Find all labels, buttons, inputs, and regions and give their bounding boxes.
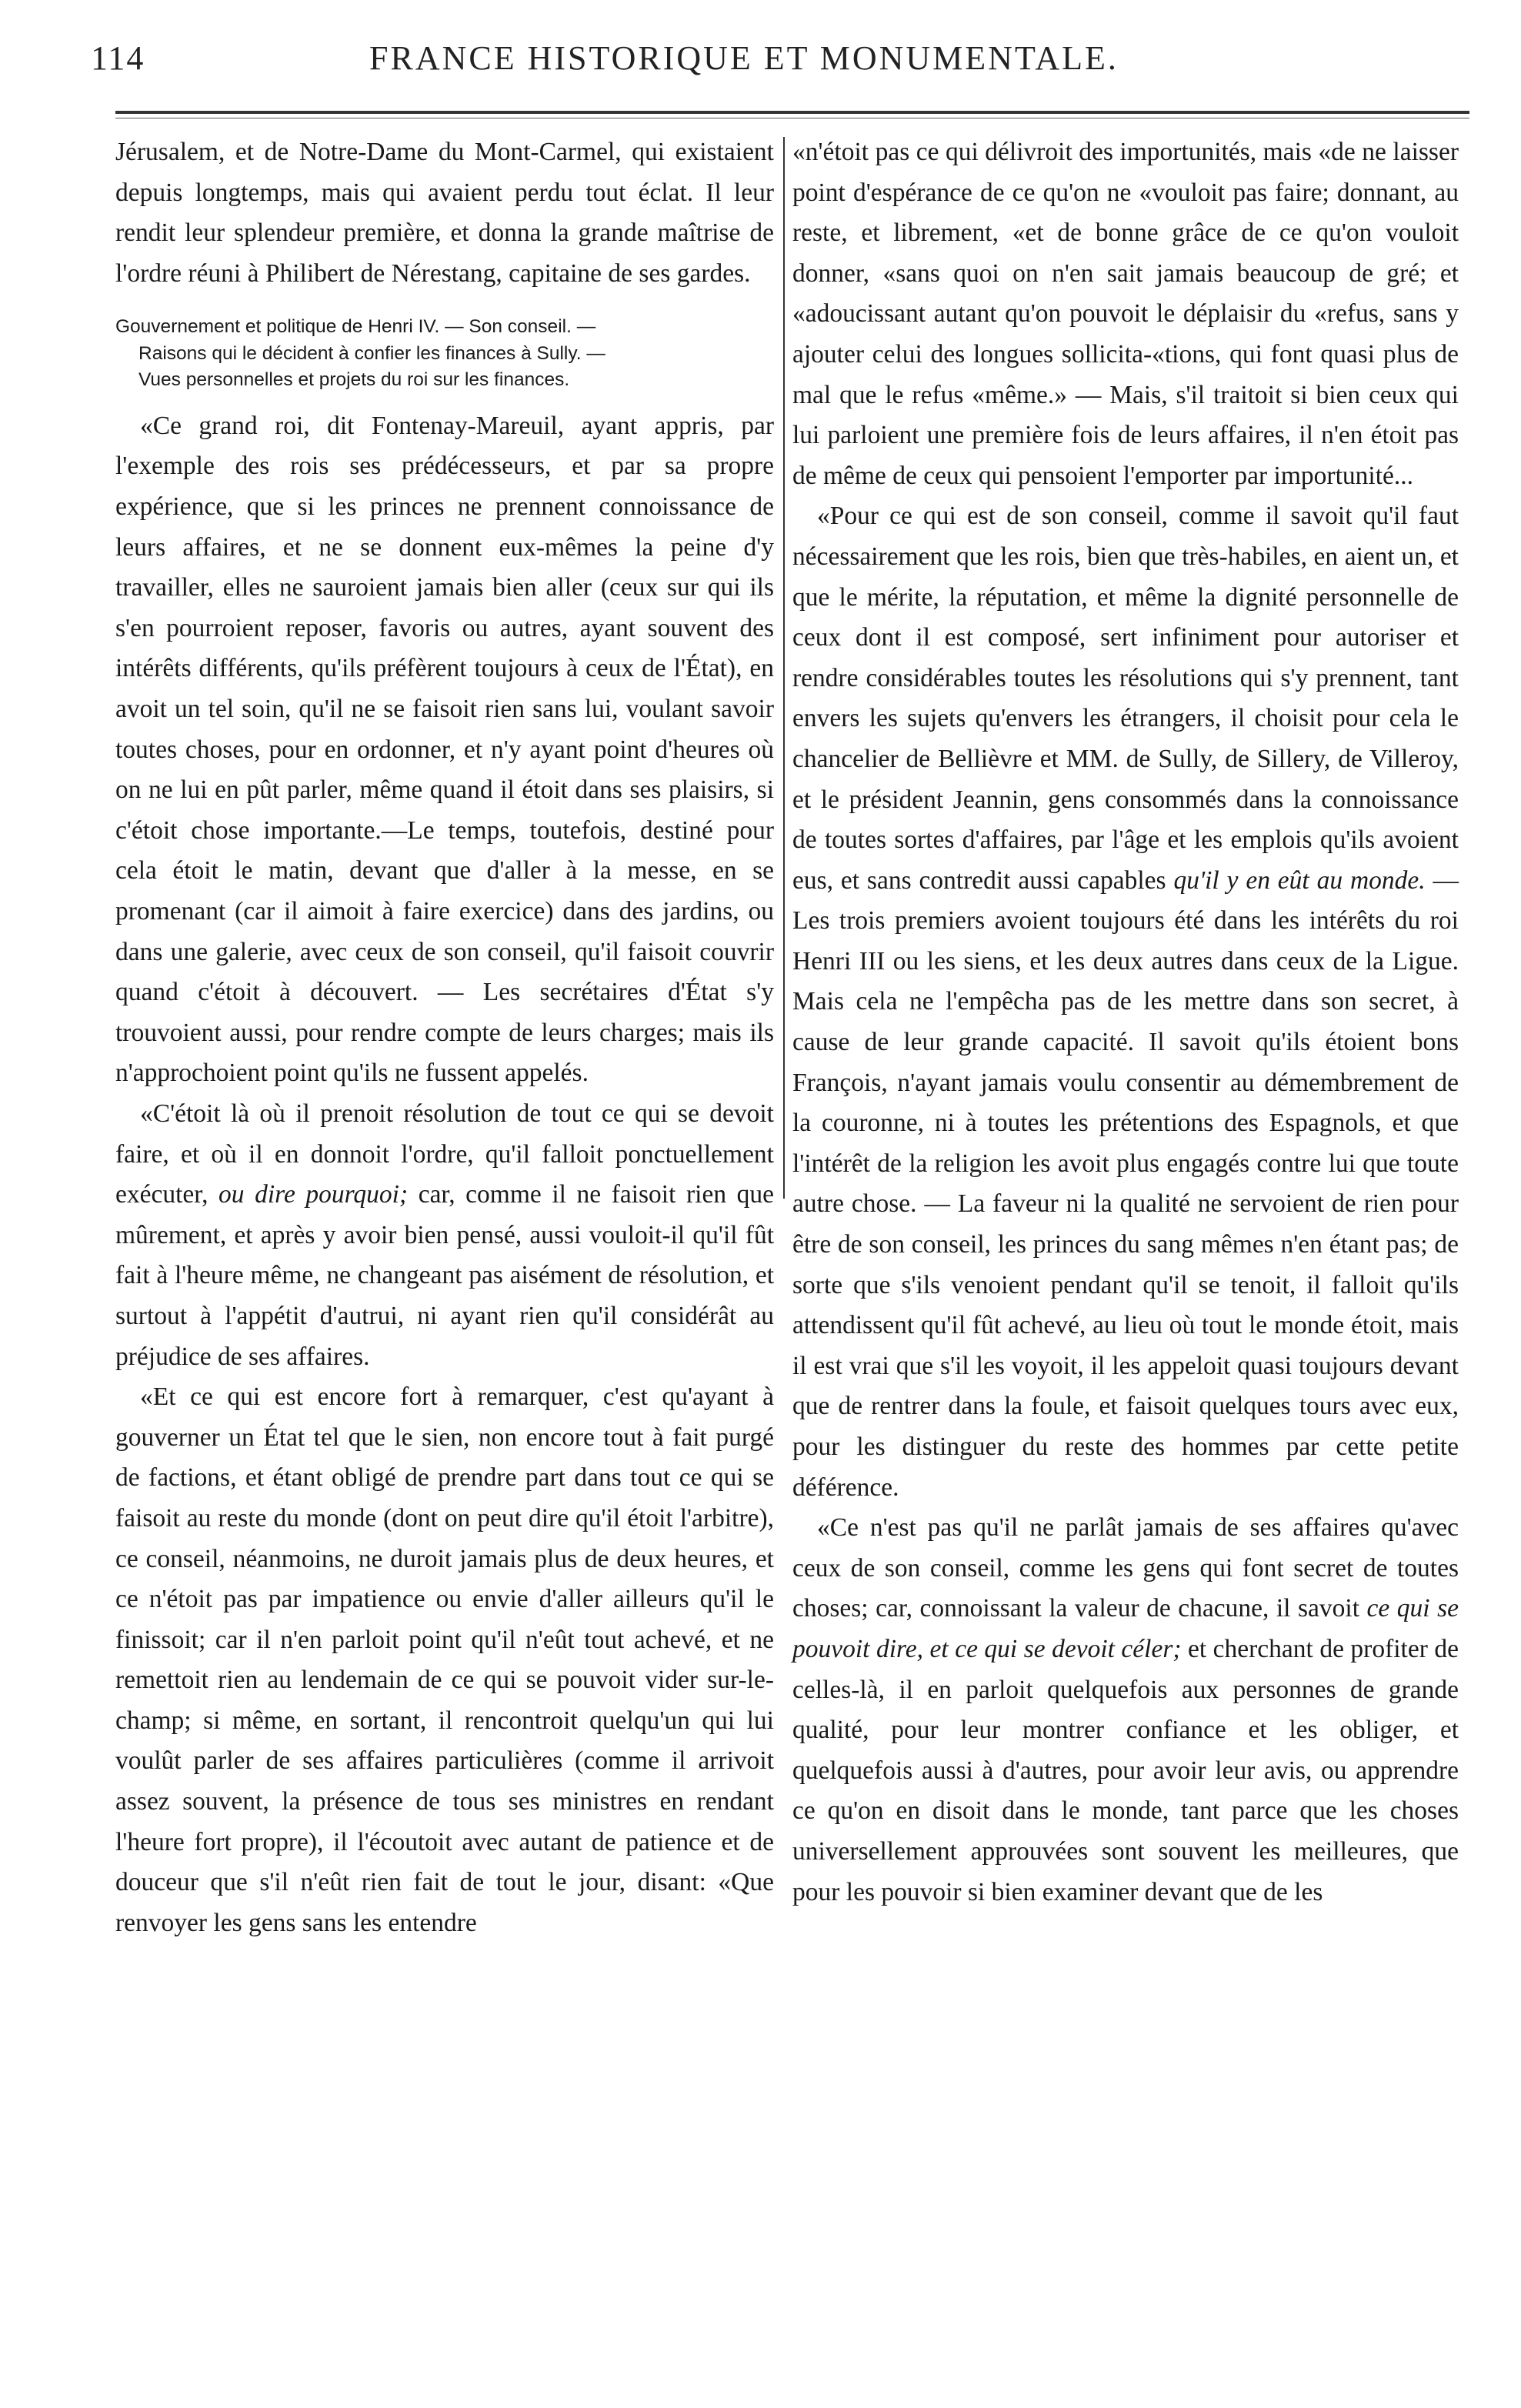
page-number: 114 xyxy=(91,39,145,77)
right-column xyxy=(792,132,1459,1913)
paragraph-text: car, comme il ne faisoit rien que mûrement, et après y avoir bien pensé, aussi vouloit-il qu'il fût fait à l'heure même, ne changeant pas aisément de résolution, et surtout à l'appétit d'autrui, ni ayant rien qu'il considérât au préjudice de ses affaires. xyxy=(115,1180,774,1371)
summary-line: Gouvernement et politique de Henri IV. — Son conseil. — xyxy=(115,316,596,338)
paragraph-text: et cherchant de profiter de celles-là, il en parloit quelquefois aux personnes de grande qualité, pour leur montrer confiance et les obliger, et quelquefois aussi à d'autres, pour avoir leur avis, ou apprendre ce qu'on en disoit dans le monde, tant parce que les choses universellement approuvées sont souvent les meilleures, que pour les pouvoir si bien examiner devant que de les xyxy=(792,1634,1459,1906)
summary-line: Vues personnelles et projets du roi sur les finances. xyxy=(138,369,570,391)
header-rule xyxy=(115,111,1469,114)
paragraph-text: — Les trois premiers avoient toujours été dans les intérêts du roi Henri III ou les siens, et les deux autres dans ceux de la Ligue. Mais cela ne l'empêcha pas de les mettre dans son secret, à cause de leur grande capacité. Il savoit qu'ils étoient bons François, n'ayant jamais voulu consentir au démembrement de la couronne, ni à toutes les prétentions des Espagnols, et que l'intérêt de la religion les avoit plus engagés contre lui que toute autre chose. — La faveur ni la qualité ne servoient de rien pour être de son conseil, les princes du sang mêmes n'en étant pas; de sorte que s'ils venoient pendant qu'il se tenoit, il falloit qu'ils attendissent qu'il fût achevé, au lieu où tout le monde étoit, mais il est vrai que s'il les voyoit, il les appeloit quasi toujours devant que de rentrer dans la foule, et faisoit quelques tours avec eux, pour les distinguer du reste des hommes par cette petite déférence. xyxy=(792,865,1459,1502)
italic-text: qu'il y en eût au monde. xyxy=(1166,865,1426,895)
paragraph: «Ce grand roi, dit Fontenay-Mareuil, ayant appris, par l'exemple des rois ses prédécesseurs, et par sa propre expérience, que si les princes ne prennent connoissance de leurs affaires, et ne se donnent eux-mêmes la peine d'y travailler, elles ne sauroient jamais bien aller (ceux sur qui ils s'en pourroient reposer, favoris ou autres, ayant souvent des intérêts différents, qu'ils préfèrent toujours à ceux de l'État), en avoit un tel soin, qu'il ne se faisoit rien sans lui, voulant savoir toutes choses, pour en ordonner, et n'y ayant point d'heures où on ne lui en pût parler, même quand il étoit dans ses plaisirs, si c'étoit chose importante.—Le temps, toutefois, destiné pour cela étoit le matin, devant que d'aller à la messe, en se promenant (car il aimoit à faire exercice) dans des jardins, ou dans une galerie, avec ceux de son conseil, qu'il faisoit couvrir quand c'étoit à découvert. — Les secrétaires d'État s'y trouvoient aussi, pour rendre compte de leurs charges; mais ils n'approchoient point qu'ils ne fussent appelés. xyxy=(115,411,774,1088)
paragraph xyxy=(792,1508,1459,1913)
paragraph xyxy=(792,496,1459,1508)
paragraph-text: «C'étoit là où il prenoit résolution de tout ce qui se devoit faire, et où il en donnoit l'ordre, qu'il falloit ponctuellement exécuter, xyxy=(115,1099,774,1209)
paragraph: «n'étoit pas ce qui délivroit des importunités, mais «de ne laisser point d'espérance de ce qu'on ne «vouloit pas faire; donnant, au reste, et librement, «et de bonne grâce de ce qu'on vouloit donner, «sans quoi on n'en sait jamais beaucoup de gré; et «adoucissant autant qu'on pouvoit le déplaisir du «refus, sans y ajouter celui des longues sollicita-«tions, qui font quasi plus de mal que le refus «même.» — Mais, s'il traitoit si bien ceux qui lui parloient une première fois de leurs affaires, il n'en étoit pas de même de ceux qui pensoient l'emporter par importunité... xyxy=(792,138,1459,490)
paragraph xyxy=(115,1094,774,1377)
italic-text: ce qui se pouvoit dire, et ce qui se devoit céler; xyxy=(792,1594,1459,1663)
paragraph: «Et ce qui est encore fort à remarquer, c'est qu'ayant à gouverner un État tel que le sien, non encore tout à fait purgé de factions, et étant obligé de prendre part dans tout ce qui se faisoit au reste du monde (dont on peut dire qu'il étoit l'arbitre), ce conseil, néanmoins, ne duroit jamais plus de deux heures, et ce n'étoit pas par impatience ou envie d'aller ailleurs qu'il le finissoit; car il n'en parloit point qu'il n'eût tout achevé, et ne remettoit rien au lendemain de ce qui se pouvoit vider sur-le-champ; si même, en sortant, il rencontroit quelqu'un qui lui voulût parler de ses affaires particulières (comme il arrivoit assez souvent, la présence de tous ses ministres en rendant l'heure fort propre), il l'écoutoit avec autant de patience et de douceur que s'il n'eût rien fait de tout le jour, disant: «Que renvoyer les gens sans les entendre xyxy=(115,1382,774,1937)
column-divider xyxy=(783,137,785,1199)
paragraph-text: «Pour ce qui est de son conseil, comme il savoit qu'il faut nécessairement que les rois, bien que très-habiles, en aient un, et que le mérite, la réputation, et même la dignité personnelle de ceux dont il est composé, sert infiniment pour autoriser et rendre considérables toutes les résolutions qui s'y prennent, tant envers les sujets qu'envers les étrangers, il choisit pour cela le chancelier de Bellièvre et MM. de Sully, de Sillery, de Villeroy, et le président Jeannin, gens consommés dans la connoissance de toutes sortes d'affaires, par l'âge et les emplois qu'ils avoient eus, et sans contredit aussi capables xyxy=(792,502,1459,895)
paragraph: Jérusalem, et de Notre-Dame du Mont-Carmel, qui existaient depuis longtemps, mais qui avaient perdu tout éclat. Il leur rendit leur splendeur première, et donna la grande maîtrise de l'ordre réuni à Philibert de Nérestang, capitaine de ses gardes. xyxy=(115,138,774,288)
running-head: FRANCE HISTORIQUE ET MONUMENTALE. xyxy=(369,39,1119,77)
left-column xyxy=(115,132,774,1943)
summary-line: Raisons qui le décident à confier les finances à Sully. — xyxy=(138,342,605,364)
section-summary xyxy=(115,314,774,394)
paragraph-text: «Ce n'est pas qu'il ne parlât jamais de ses affaires qu'avec ceux de son conseil, comme les gens qui font secret de toutes choses; car, connoissant la valeur de chacune, il savoit xyxy=(792,1513,1459,1623)
italic-text: ou dire pourquoi; xyxy=(208,1180,409,1209)
